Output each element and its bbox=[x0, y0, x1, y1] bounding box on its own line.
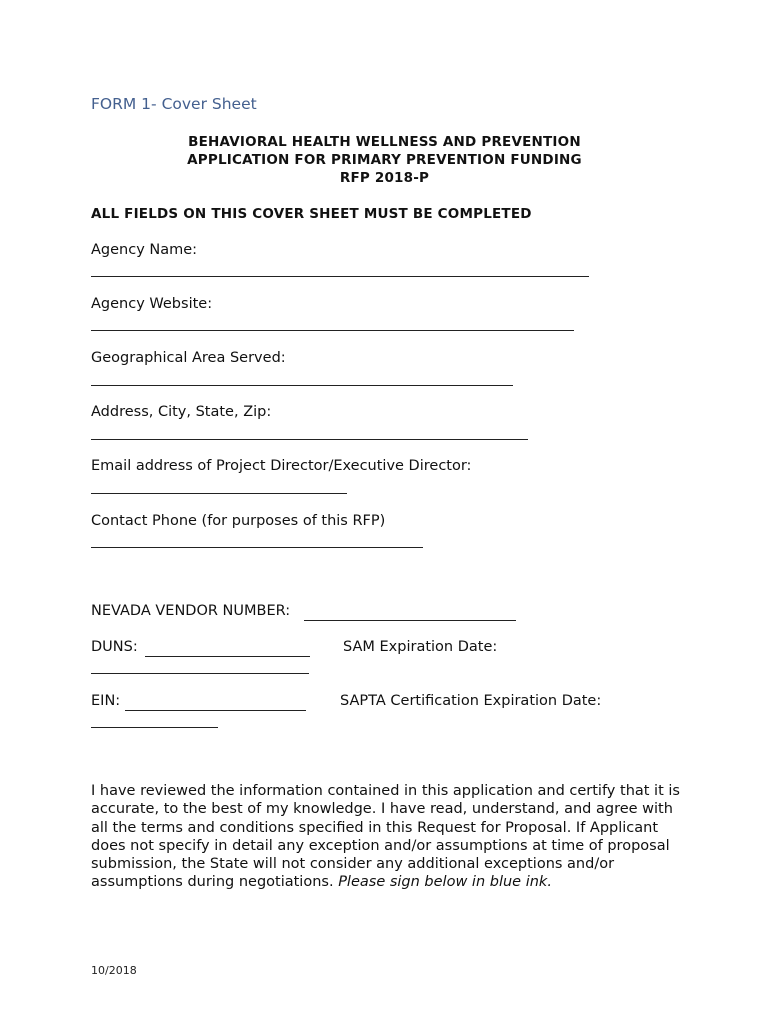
geo-area-field[interactable] bbox=[91, 385, 513, 386]
signature-instruction: Please sign below in blue ink. bbox=[338, 874, 552, 891]
certification-statement bbox=[91, 782, 691, 892]
form-title: FORM 1- Cover Sheet bbox=[91, 95, 257, 113]
agency-name-field[interactable] bbox=[91, 276, 589, 277]
agency-website-label: Agency Website: bbox=[91, 296, 213, 312]
duns-field[interactable] bbox=[145, 656, 310, 657]
duns-label: DUNS: bbox=[91, 639, 138, 655]
vendor-number-label: NEVADA VENDOR NUMBER: bbox=[91, 603, 291, 619]
phone-label: Contact Phone (for purposes of this RFP) bbox=[91, 513, 386, 529]
required-fields-notice: ALL FIELDS ON THIS COVER SHEET MUST BE COMPLETED bbox=[91, 206, 532, 222]
geo-area-label: Geographical Area Served: bbox=[91, 350, 286, 366]
ein-field[interactable] bbox=[125, 710, 306, 711]
agency-website-field[interactable] bbox=[91, 330, 574, 331]
address-field[interactable] bbox=[91, 439, 528, 440]
sam-expiration-label: SAM Expiration Date: bbox=[343, 639, 498, 655]
sapta-expiration-label: SAPTA Certification Expiration Date: bbox=[340, 693, 602, 709]
phone-field[interactable] bbox=[91, 547, 423, 548]
heading-line-2: APPLICATION FOR PRIMARY PREVENTION FUNDING bbox=[187, 152, 582, 168]
email-field[interactable] bbox=[91, 493, 347, 494]
heading-line-3: RFP 2018-P bbox=[339, 170, 430, 186]
footer-date: 10/2018 bbox=[91, 964, 137, 977]
sam-expiration-field[interactable] bbox=[91, 673, 309, 674]
vendor-number-field[interactable] bbox=[304, 620, 516, 621]
ein-label: EIN: bbox=[91, 693, 121, 709]
email-label: Email address of Project Director/Executive Director: bbox=[91, 458, 472, 474]
certification-text: I have reviewed the information contained in this application and certify that it is accurate, to the best of my knowledge. I have read, understand, and agree with all the terms and conditions specified in this Request for Proposal. If Applicant does not specify in detail any exception and/or assumptions at time of proposal submission, the State will not consider any additional exceptions and/or assumptions during negotiations. bbox=[91, 783, 680, 891]
agency-name-label: Agency Name: bbox=[91, 242, 198, 258]
heading-line-1: BEHAVIORAL HEALTH WELLNESS AND PREVENTION bbox=[188, 134, 581, 150]
sapta-expiration-field[interactable] bbox=[91, 727, 218, 728]
address-label: Address, City, State, Zip: bbox=[91, 404, 272, 420]
